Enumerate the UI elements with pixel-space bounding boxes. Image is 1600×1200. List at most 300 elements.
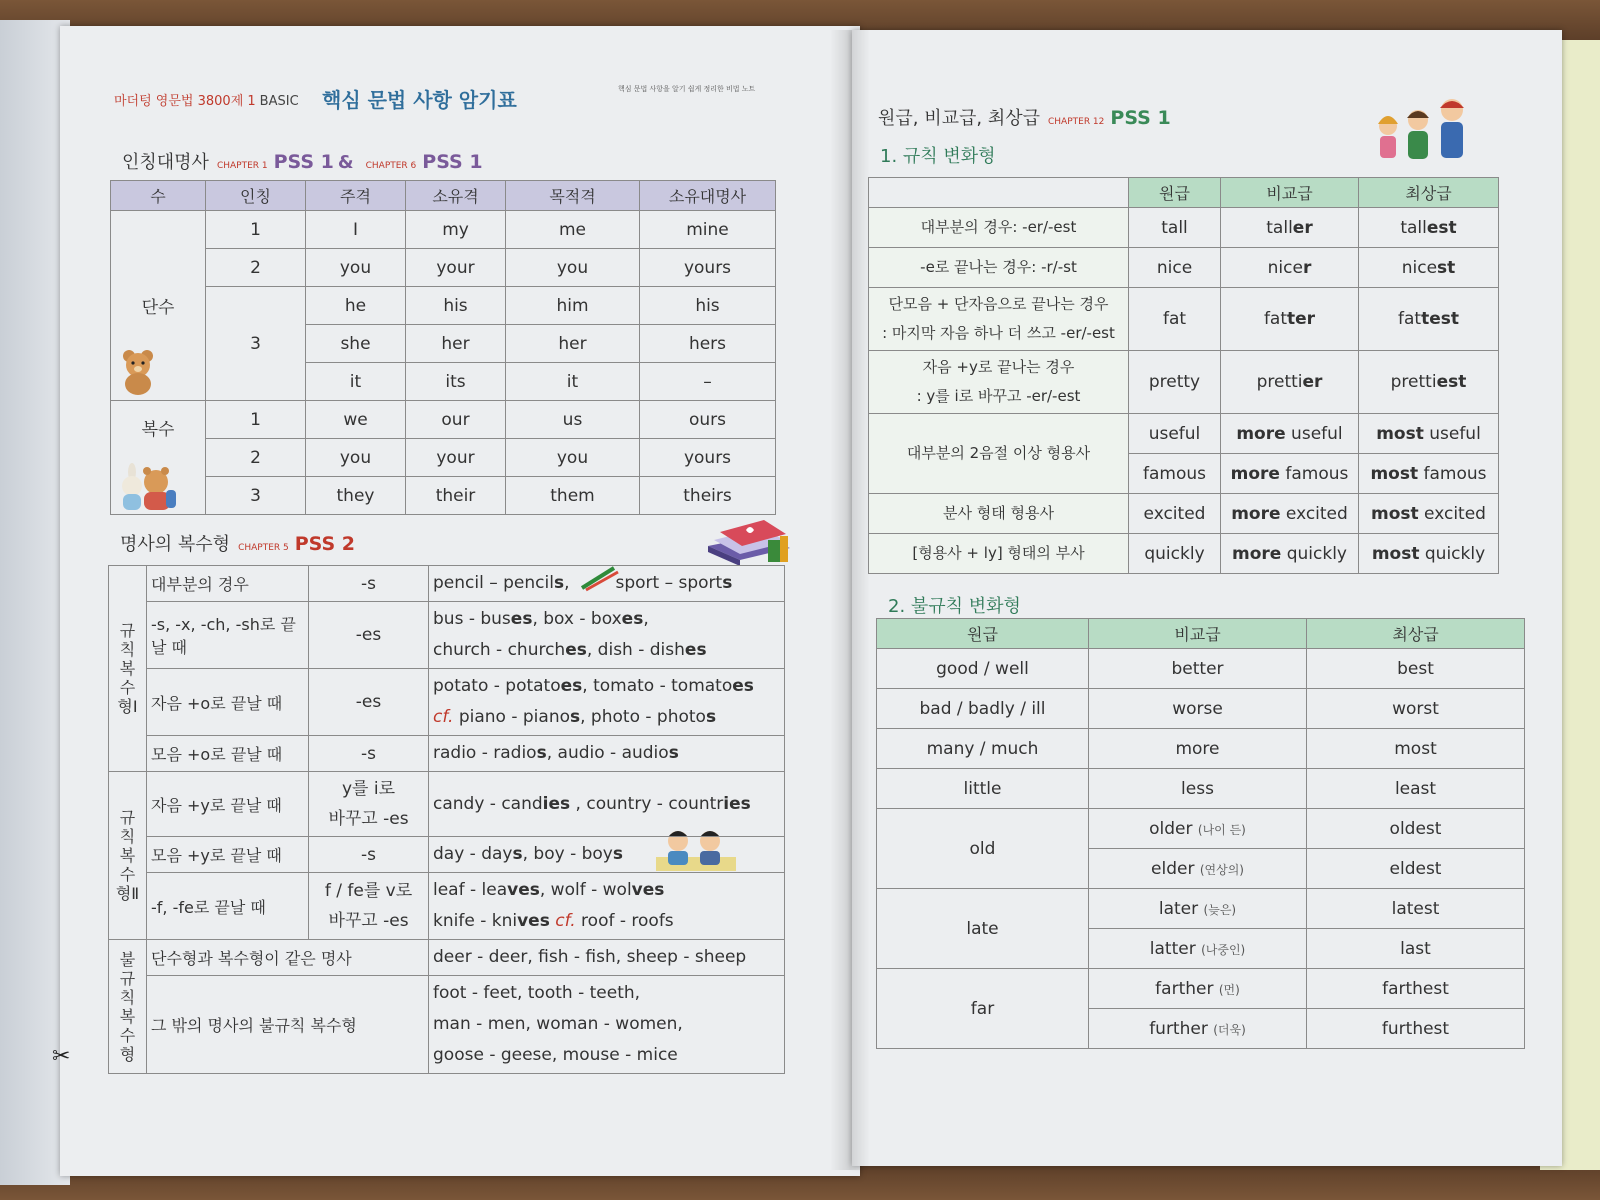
subject-cell: it [306,363,406,401]
table-row [111,249,776,287]
person-cell: 1 [206,211,306,249]
meaning-note: (연상의) [1199,862,1244,877]
table-row [111,211,776,249]
cf-label: cf. [555,911,576,931]
most-word: most [1370,463,1419,484]
superlative-cell: most [1307,729,1525,769]
rule-example [429,837,785,873]
comparison-header-row [869,178,1499,208]
possessive-cell: its [406,363,506,401]
table-row [109,772,785,837]
table-row [877,969,1525,1009]
possessive-pronoun-cell: yours [640,249,776,287]
example-ending: es [621,609,644,629]
possessive-pronoun-cell: mine [640,211,776,249]
table-row [111,477,776,515]
positive-cell: fat [1129,288,1221,351]
positive-cell: excited [1129,494,1221,534]
page-title: 핵심 문법 사항 암기표 [322,88,517,112]
word: elder [1151,858,1195,879]
possessive-cell: her [406,325,506,363]
example-ending: ies [723,793,751,814]
example-text: , country - countr [570,793,724,814]
superlative-cell [1359,208,1499,248]
pronoun-table [110,180,776,515]
rule-example [429,976,785,1074]
comparative-cell [1221,288,1359,351]
positive-cell: nice [1129,248,1221,288]
rule-ending: -es [309,602,429,669]
object-cell: them [506,477,640,515]
person-cell: 3 [206,477,306,515]
plural-table [108,565,785,1074]
positive-cell: many / much [877,729,1089,769]
comparison-header: 비교급 [1221,178,1359,208]
person-cell: 3 [206,287,306,401]
stem: tall [1400,217,1427,238]
table-row [111,439,776,477]
object-cell: us [506,401,640,439]
rule-desc: 단수형과 복수형이 같은 명사 [147,940,429,976]
table-row [877,889,1525,929]
object-cell: him [506,287,640,325]
books-icon [706,516,792,568]
superlative-cell: least [1307,769,1525,809]
rule-example [429,736,785,772]
table-row [111,287,776,325]
subject-cell: I [306,211,406,249]
teddy-bear-icon [118,348,158,396]
pronoun-header: 주격 [306,181,406,211]
possessive-cell: our [406,401,506,439]
possessive-cell: my [406,211,506,249]
example-text: leaf - lea [433,880,508,900]
superlative-cell [1359,248,1499,288]
table-row [877,809,1525,849]
word: further [1149,1018,1208,1039]
object-cell: you [506,249,640,287]
regular-comparison-table [868,177,1499,574]
rule-desc: 모음 +o로 끝날 때 [147,736,309,772]
possessive-pronoun-cell: his [640,287,776,325]
rule-line: 바꾸고 -es [328,809,409,829]
positive-cell: little [877,769,1089,809]
object-cell: it [506,363,640,401]
group-plural: 복수 [111,401,206,515]
comparative-cell [1221,351,1359,414]
subject-cell: she [306,325,406,363]
stem: useful [1285,423,1343,444]
plural-section-title [120,530,355,556]
possessive-pronoun-cell: ours [640,401,776,439]
example-ending: s [570,707,581,727]
superlative-cell [1359,534,1499,574]
example-ending: s [553,573,565,593]
rule-cell [869,351,1129,414]
pronoun-header-row [111,181,776,211]
pronoun-title: 인칭대명사 [122,152,209,173]
positive-cell: good / well [877,649,1089,689]
group-regular-1: 규칙복수형Ⅰ [109,566,147,772]
example-sep: , [564,573,570,593]
rule-example [429,669,785,736]
comparison-header: 최상급 [1359,178,1499,208]
table-row [109,976,785,1074]
table-row [109,602,785,669]
word: later [1158,898,1199,919]
example-text: , boy - boy [522,844,613,864]
pronoun-header: 소유격 [406,181,506,211]
pronoun-pss-b: PSS 1 [422,151,483,173]
person-cell: 2 [206,439,306,477]
rule-desc: 대부분의 경우 [147,566,309,602]
example-text: , tomato - tomato [582,676,733,696]
table-row [869,288,1499,351]
table-row [109,736,785,772]
superlative-cell: last [1307,929,1525,969]
example-ending: s [722,573,733,593]
example-text: sport – sport [615,573,723,593]
comparison-section-title [878,104,1171,130]
table-row [109,873,785,940]
superlative-cell: eldest [1307,849,1525,889]
table-row [109,940,785,976]
brand-label [114,90,299,109]
example-text: goose - geese, mouse - mice [433,1045,678,1065]
rule-line: y를 i로 [341,779,396,799]
example-text: man - men, woman - women, [433,1014,683,1034]
possessive-pronoun-cell: – [640,363,776,401]
example-text: , audio - audio [546,743,669,763]
group-regular-2: 규칙복수형Ⅱ [109,772,147,940]
plural-title: 명사의 복수형 [120,534,231,555]
positive-cell: tall [1129,208,1221,248]
rule-desc: 자음 +o로 끝날 때 [147,669,309,736]
most-word: most [1371,543,1420,564]
stem: famous [1279,463,1349,484]
rule-line: : 마지막 자음 하나 더 쓰고 -er/-est [882,324,1115,342]
rule-desc: 모음 +y로 끝날 때 [147,837,309,873]
bear-friends-icon [118,462,180,514]
comparison-chapter: CHAPTER 12 [1048,117,1105,127]
stem: pretti [1390,372,1437,392]
pronoun-chapter-a: CHAPTER 1 [216,161,268,171]
stem: useful [1423,423,1481,444]
irregular-subtitle: 2. 불규칙 변화형 [888,596,1021,617]
comparative-cell [1089,969,1307,1009]
rule-line: : y를 i로 바꾸고 -er/-est [916,387,1081,405]
example-text: knife - kni [433,911,518,931]
table-row [869,414,1499,454]
group-singular: 단수 [111,211,206,401]
example-ending: es [732,676,754,696]
superlative-cell: furthest [1307,1009,1525,1049]
possessive-cell: his [406,287,506,325]
example-ending: s [705,707,717,727]
ending: er [1302,372,1323,392]
positive-cell: late [877,889,1089,969]
positive-cell: bad / badly / ill [877,689,1089,729]
rule-cell: [형용사 + ly] 형태의 부사 [869,534,1129,574]
stem: quickly [1281,543,1347,564]
plural-chapter: CHAPTER 5 [238,543,289,553]
rule-example: deer - deer, fish - fish, sheep - sheep [429,940,785,976]
more-word: more [1230,463,1280,484]
example-text: candy - cand [433,793,543,814]
stem: nice [1267,257,1303,278]
example-text: roof - roofs [575,911,674,931]
blank-header [869,178,1129,208]
rule-cell: 분사 형태 형용사 [869,494,1129,534]
rule-ending: -es [309,669,429,736]
possessive-cell: their [406,477,506,515]
level-label: BASIC [259,94,299,109]
comparative-cell [1221,494,1359,534]
table-row [869,494,1499,534]
example-text: , dish - dish [586,640,685,660]
most-word: most [1376,423,1424,444]
page-gutter [830,30,870,1170]
subject-cell: you [306,249,406,287]
positive-cell: quickly [1129,534,1221,574]
comparative-cell: less [1089,769,1307,809]
ending: ter [1287,309,1316,329]
example-ending: ves [507,880,540,900]
comparative-cell [1221,534,1359,574]
subject-cell: you [306,439,406,477]
superlative-cell: oldest [1307,809,1525,849]
stem: excited [1418,503,1486,524]
rule-desc: -f, -fe로 끝날 때 [147,873,309,940]
possessive-pronoun-cell: theirs [640,477,776,515]
comparison-pss: PSS 1 [1110,107,1171,129]
stem: nice [1401,257,1438,278]
brand-name: 마더텅 영문법 3800제 1 [114,94,256,109]
superlative-cell: latest [1307,889,1525,929]
example-text: radio - radio [433,743,537,763]
table-row [877,649,1525,689]
comparative-cell [1221,248,1359,288]
example-text: bus - bus [433,609,511,629]
example-text: potato - potato [433,676,561,696]
example-ending: s [612,844,623,864]
example-text: church - church [433,640,566,660]
most-word: most [1371,503,1419,524]
table-row [869,534,1499,574]
stem: famous [1418,463,1487,484]
stem: fat [1398,309,1422,329]
pronoun-header: 인칭 [206,181,306,211]
table-row [869,248,1499,288]
comparative-cell [1089,889,1307,929]
superlative-cell: best [1307,649,1525,689]
superlative-cell [1359,288,1499,351]
example-ending: ves [631,880,665,900]
comparative-cell [1089,809,1307,849]
comparative-cell [1089,849,1307,889]
plural-pss: PSS 2 [294,533,356,555]
positive-cell: old [877,809,1089,889]
pronoun-header: 목적격 [506,181,640,211]
pronoun-section-title [122,148,483,174]
pronoun-header: 수 [111,181,206,211]
table-row [109,566,785,602]
meaning-note: (늦은) [1203,902,1237,917]
example-ending: es [684,640,707,660]
meaning-note: (더욱) [1213,1022,1246,1037]
example-ending: ves [517,911,550,931]
rule-ending: -s [309,736,429,772]
pronoun-chapter-b: CHAPTER 6 [365,161,417,171]
rule-example [429,566,785,602]
rule-example [429,873,785,940]
subject-cell: he [306,287,406,325]
pronoun-header: 소유대명사 [640,181,776,211]
possessive-pronoun-cell: yours [640,439,776,477]
example-ending: s [512,844,523,864]
irregular-comparison-table [876,618,1525,1049]
example-text: , box - box [532,609,622,629]
object-cell: you [506,439,640,477]
scissors-icon: ✂ [52,1044,71,1069]
table-row [111,401,776,439]
comparison-header: 원급 [1129,178,1221,208]
rule-example [429,602,785,669]
more-word: more [1231,503,1281,524]
ending: er [1292,217,1313,238]
example-ending: s [668,743,679,763]
meaning-note: (먼) [1218,982,1240,997]
ending: est [1426,217,1457,238]
comparison-title: 원급, 비교급, 최상급 [878,108,1040,129]
example-ending: s [536,743,547,763]
rule-ending: -s [309,837,429,873]
regular-subtitle: 1. 규칙 변화형 [880,146,996,167]
comparative-cell: more [1089,729,1307,769]
rule-cell: -e로 끝나는 경우: -r/-st [869,248,1129,288]
comparative-cell [1221,208,1359,248]
positive-cell: famous [1129,454,1221,494]
comparative-cell [1221,454,1359,494]
example-text: pencil – pencil [433,573,554,593]
table-row [109,837,785,873]
stem: quickly [1419,543,1486,564]
stem: excited [1280,503,1348,524]
word: farther [1155,978,1214,999]
rule-ending [309,873,429,940]
possessive-cell: your [406,439,506,477]
meaning-note: (나이 든) [1197,822,1246,837]
possessive-pronoun-cell: hers [640,325,776,363]
rule-desc: 그 밖의 명사의 불규칙 복수형 [147,976,429,1074]
superlative-cell: worst [1307,689,1525,729]
pronoun-pss-a: PSS 1 [273,151,334,173]
person-cell: 2 [206,249,306,287]
superlative-cell [1359,351,1499,414]
comparison-header: 비교급 [1089,619,1307,649]
comparative-cell [1089,929,1307,969]
comparative-cell: better [1089,649,1307,689]
rule-cell: 대부분의 경우: -er/-est [869,208,1129,248]
object-cell: me [506,211,640,249]
rule-ending: -s [309,566,429,602]
comparison-header: 원급 [877,619,1089,649]
more-word: more [1236,423,1286,444]
subject-cell: we [306,401,406,439]
object-cell: her [506,325,640,363]
family-icon [1372,96,1472,168]
example-ending: es [510,609,533,629]
ending: st [1437,257,1456,278]
comparative-cell [1221,414,1359,454]
rule-ending [309,772,429,837]
group-irregular: 불규칙복수형 [109,940,147,1074]
example-text: day - day [433,844,513,864]
example-sep: , [643,609,649,629]
rule-cell [869,288,1129,351]
rule-line: 바꾸고 -es [328,911,409,931]
more-word: more [1232,543,1282,564]
positive-cell: useful [1129,414,1221,454]
rule-desc: 자음 +y로 끝날 때 [147,772,309,837]
table-row [109,669,785,736]
comparison-header-row [877,619,1525,649]
page-tagline: 핵심 문법 사항을 알기 쉽게 정리한 비법 노트 [618,85,756,93]
positive-cell: far [877,969,1089,1049]
word: latter [1149,938,1196,959]
ending: est [1436,372,1467,392]
table-row [869,208,1499,248]
table-row [877,769,1525,809]
comparative-cell: worse [1089,689,1307,729]
rule-cell: 대부분의 2음절 이상 형용사 [869,414,1129,494]
meaning-note: (나중인) [1201,942,1246,957]
superlative-cell [1359,414,1499,454]
rule-line: f / fe를 v로 [324,881,413,901]
ending: r [1302,257,1312,278]
subject-cell: they [306,477,406,515]
example-text: , wolf - wol [539,880,632,900]
ending: test [1421,309,1459,329]
table-row [877,729,1525,769]
cf-label: cf. [433,707,454,727]
example-text: , photo - photo [580,707,706,727]
comparative-cell [1089,1009,1307,1049]
person-cell: 1 [206,401,306,439]
superlative-cell [1359,454,1499,494]
possessive-cell: your [406,249,506,287]
example-ending: es [560,676,583,696]
table-row [877,689,1525,729]
superlative-cell: farthest [1307,969,1525,1009]
stem: tall [1266,217,1293,238]
rule-line: 자음 +y로 끝나는 경우 [922,358,1075,376]
example-text: foot - feet, tooth - teeth, [433,983,641,1003]
comparison-header: 최상급 [1307,619,1525,649]
positive-cell: pretty [1129,351,1221,414]
rule-example [429,772,785,837]
superlative-cell [1359,494,1499,534]
table-row [869,351,1499,414]
example-ending: es [565,640,587,660]
example-ending: ies [542,793,571,814]
stem: pretti [1256,372,1303,392]
stem: fat [1263,309,1288,329]
example-text: piano - piano [453,707,570,727]
rule-desc: -s, -x, -ch, -sh로 끝날 때 [147,602,309,669]
rule-line: 단모음 + 단자음으로 끝나는 경우 [888,295,1109,313]
word: older [1149,818,1193,839]
